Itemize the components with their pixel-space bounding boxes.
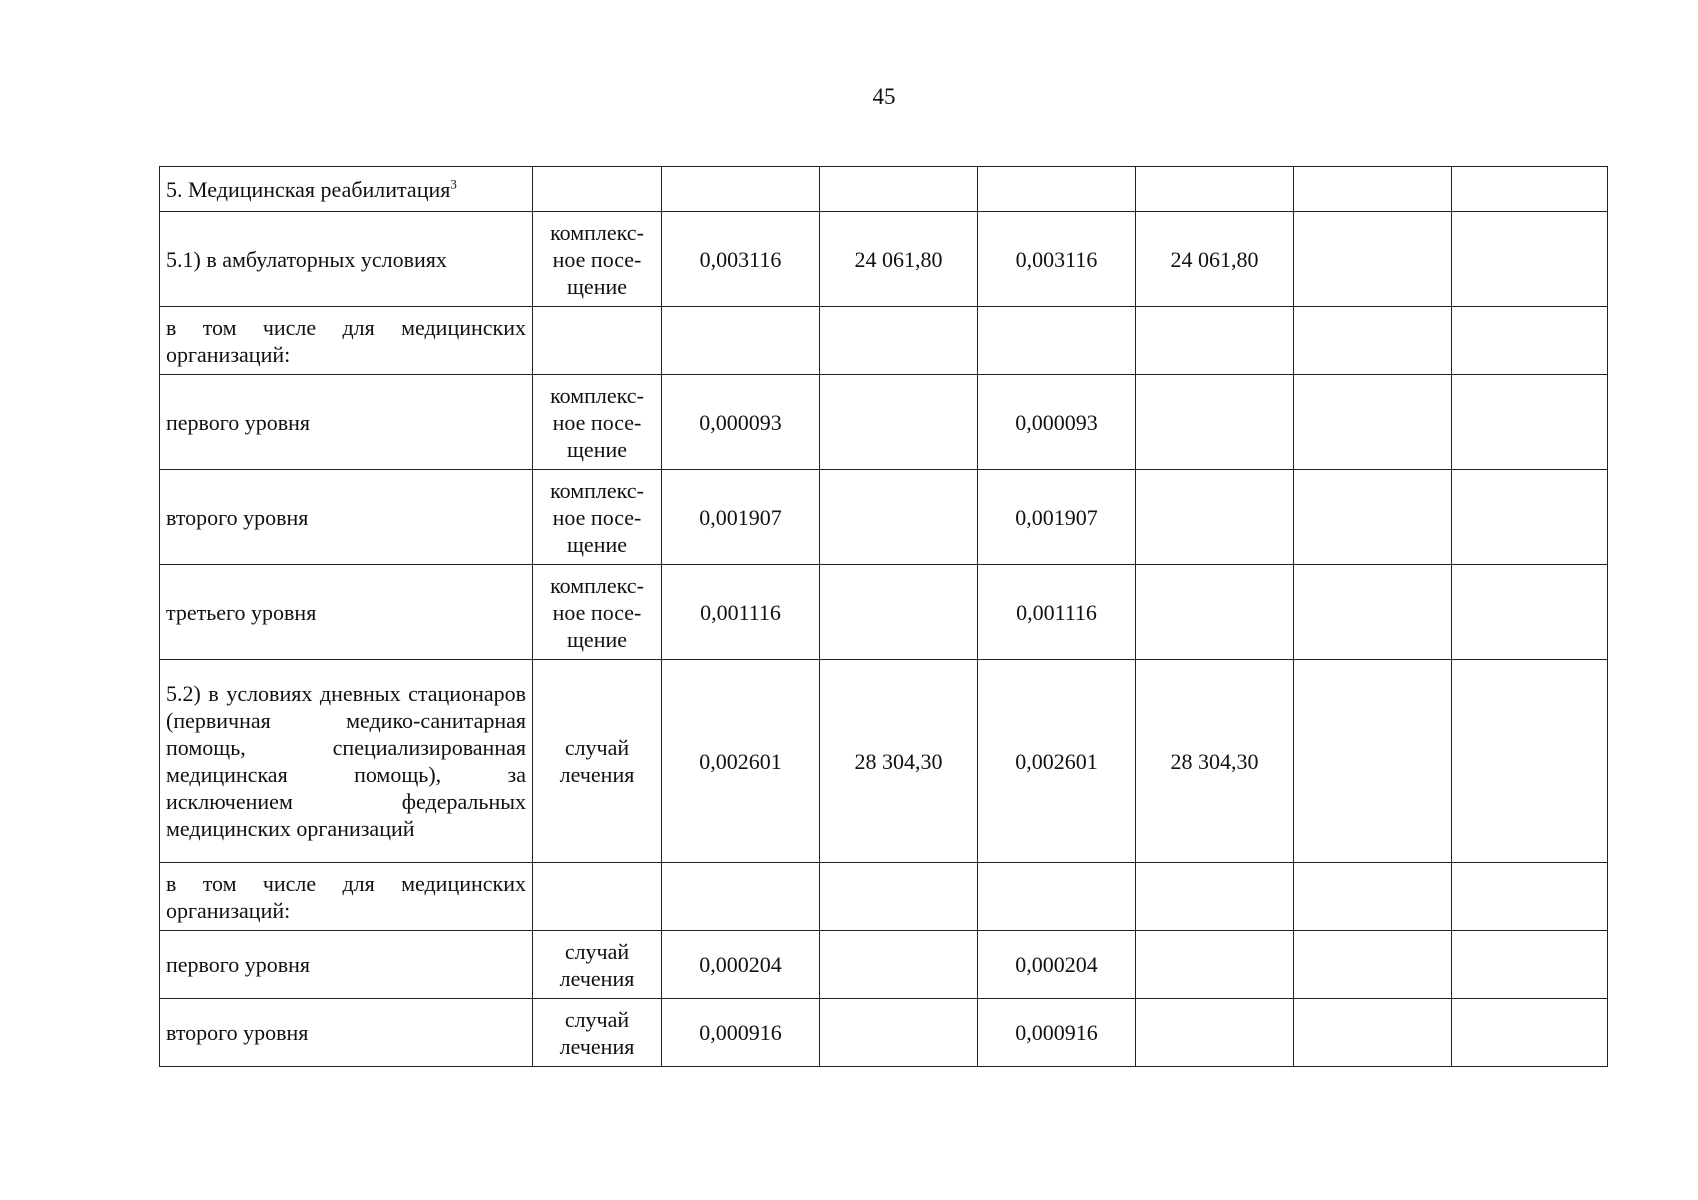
value-cell: 0,002601 bbox=[662, 660, 820, 863]
value-cell bbox=[662, 167, 820, 212]
unit-cell: случай лечения bbox=[533, 931, 662, 999]
value-cell bbox=[1294, 167, 1452, 212]
value-cell: 0,001907 bbox=[662, 470, 820, 565]
value-cell: 0,001907 bbox=[978, 470, 1136, 565]
value-cell: 0,000093 bbox=[978, 375, 1136, 470]
row-name-cell: в том числе для медицинских организаций: bbox=[160, 307, 533, 375]
value-cell bbox=[1136, 999, 1294, 1067]
table-row bbox=[160, 863, 1608, 931]
row-name-cell: третьего уровня bbox=[160, 565, 533, 660]
value-cell bbox=[1136, 863, 1294, 931]
value-cell bbox=[1136, 167, 1294, 212]
value-cell bbox=[1452, 212, 1608, 307]
value-cell bbox=[1294, 375, 1452, 470]
value-cell bbox=[662, 307, 820, 375]
unit-cell: случай лечения bbox=[533, 660, 662, 863]
value-cell bbox=[820, 863, 978, 931]
table-row bbox=[160, 212, 1608, 307]
value-cell bbox=[1294, 999, 1452, 1067]
value-cell: 24 061,80 bbox=[1136, 212, 1294, 307]
value-cell: 0,001116 bbox=[978, 565, 1136, 660]
row-name-cell: второго уровня bbox=[160, 470, 533, 565]
unit-cell: случай лечения bbox=[533, 999, 662, 1067]
table-row bbox=[160, 931, 1608, 999]
table-row bbox=[160, 999, 1608, 1067]
value-cell: 0,000204 bbox=[662, 931, 820, 999]
value-cell bbox=[1452, 470, 1608, 565]
value-cell: 0,003116 bbox=[978, 212, 1136, 307]
value-cell bbox=[1294, 470, 1452, 565]
value-cell bbox=[978, 307, 1136, 375]
table-row bbox=[160, 167, 1608, 212]
row-name-cell: второго уровня bbox=[160, 999, 533, 1067]
value-cell: 28 304,30 bbox=[1136, 660, 1294, 863]
page-number: 45 bbox=[872, 84, 896, 109]
unit-cell bbox=[533, 307, 662, 375]
row-name-cell: 5.2) в условиях дневных стационаров (первичная медико-санитарная помощь, специализированная медицинская помощь), за исключением федеральных медицинских организаций bbox=[160, 660, 533, 863]
unit-cell: комплекс-ное посе-щение bbox=[533, 212, 662, 307]
row-name-cell: первого уровня bbox=[160, 375, 533, 470]
value-cell: 0,000204 bbox=[978, 931, 1136, 999]
value-cell bbox=[1136, 470, 1294, 565]
value-cell: 0,003116 bbox=[662, 212, 820, 307]
unit-cell: комплекс-ное посе-щение bbox=[533, 470, 662, 565]
value-cell: 28 304,30 bbox=[820, 660, 978, 863]
value-cell bbox=[1136, 375, 1294, 470]
value-cell bbox=[820, 999, 978, 1067]
value-cell bbox=[820, 375, 978, 470]
value-cell bbox=[1136, 565, 1294, 660]
value-cell: 0,000916 bbox=[978, 999, 1136, 1067]
unit-cell: комплекс-ное посе-щение bbox=[533, 375, 662, 470]
unit-cell: комплекс-ное посе-щение bbox=[533, 565, 662, 660]
row-name-cell: в том числе для медицинских организаций: bbox=[160, 863, 533, 931]
value-cell bbox=[662, 863, 820, 931]
value-cell bbox=[978, 167, 1136, 212]
row-name-cell: 5.1) в амбулаторных условиях bbox=[160, 212, 533, 307]
value-cell bbox=[1452, 863, 1608, 931]
value-cell bbox=[1136, 307, 1294, 375]
value-cell bbox=[820, 931, 978, 999]
value-cell bbox=[1452, 375, 1608, 470]
value-cell bbox=[1452, 999, 1608, 1067]
value-cell bbox=[1452, 167, 1608, 212]
row-name-cell: первого уровня bbox=[160, 931, 533, 999]
value-cell bbox=[1294, 931, 1452, 999]
value-cell bbox=[1294, 660, 1452, 863]
value-cell bbox=[820, 470, 978, 565]
footnote-marker: 3 bbox=[450, 176, 457, 192]
value-cell bbox=[1452, 565, 1608, 660]
value-cell bbox=[1294, 863, 1452, 931]
value-cell: 0,000093 bbox=[662, 375, 820, 470]
table-row bbox=[160, 375, 1608, 470]
value-cell: 0,002601 bbox=[978, 660, 1136, 863]
value-cell: 0,001116 bbox=[662, 565, 820, 660]
table-row bbox=[160, 307, 1608, 375]
table-row bbox=[160, 660, 1608, 863]
value-cell bbox=[978, 863, 1136, 931]
row-name-cell: 5. Медицинская реабилитация$^3$ bbox=[160, 167, 533, 212]
value-cell bbox=[1294, 307, 1452, 375]
value-cell bbox=[1452, 660, 1608, 863]
value-cell bbox=[1452, 931, 1608, 999]
value-cell bbox=[1294, 565, 1452, 660]
table-row bbox=[160, 565, 1608, 660]
unit-cell bbox=[533, 167, 662, 212]
value-cell: 24 061,80 bbox=[820, 212, 978, 307]
rehabilitation-table bbox=[159, 166, 1608, 1067]
value-cell bbox=[1136, 931, 1294, 999]
value-cell bbox=[1452, 307, 1608, 375]
value-cell bbox=[820, 307, 978, 375]
value-cell: 0,000916 bbox=[662, 999, 820, 1067]
unit-cell bbox=[533, 863, 662, 931]
table-row bbox=[160, 470, 1608, 565]
value-cell bbox=[820, 167, 978, 212]
value-cell bbox=[1294, 212, 1452, 307]
value-cell bbox=[820, 565, 978, 660]
